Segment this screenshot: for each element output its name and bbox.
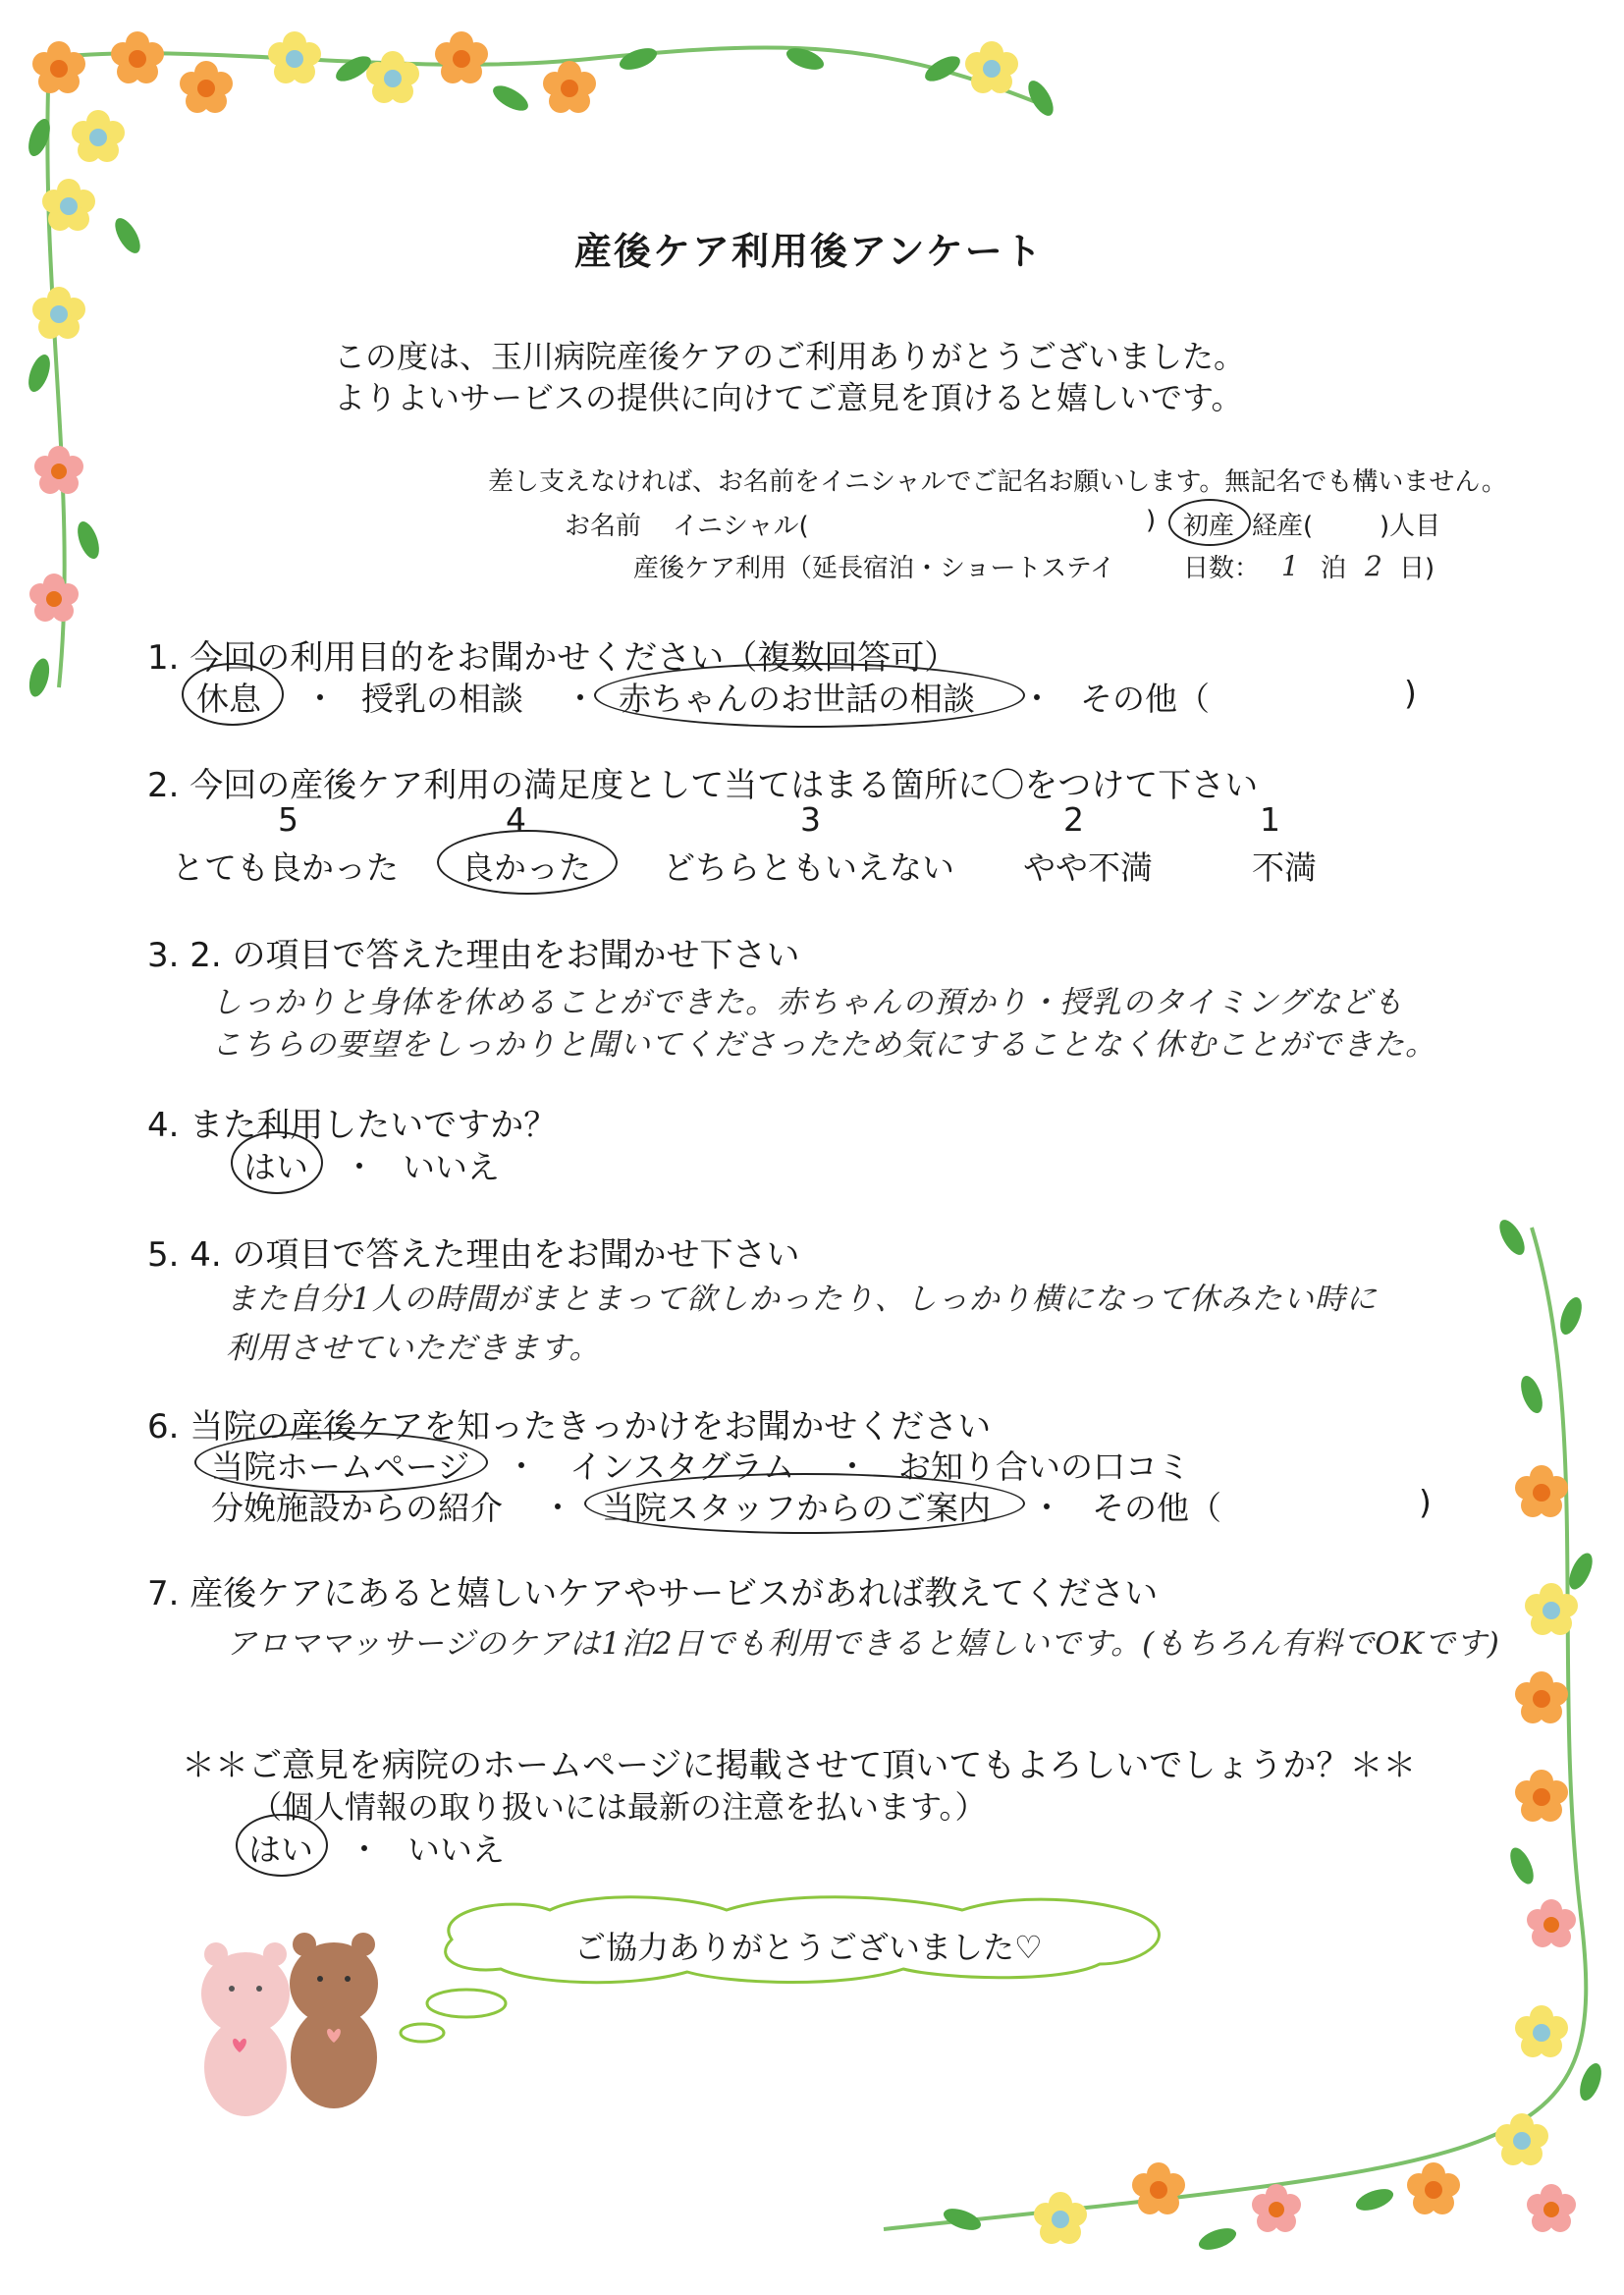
separator-dot: ・ [506,1448,538,1485]
name-label: お名前 [565,512,642,541]
q2-option-dissatisfied[interactable]: 不満 [1252,848,1317,887]
question-6: 6. 当院の産後ケアを知ったきっかけをお聞かせください [147,1407,992,1447]
q6-option-instagram[interactable]: インスタグラム [569,1448,795,1486]
question-2: 2. 今回の産後ケア利用の満足度として当てはまる箇所に〇をつけて下さい [147,766,1259,805]
brown-bear [290,1933,378,2108]
q7-answer: アロママッサージのケアは1泊2日でも利用できると嬉しいです。(もちろん有料でOKです) [226,1626,1500,1662]
question-7: 7. 産後ケアにあると嬉しいケアやサービスがあれば教えてください [147,1574,1159,1613]
q2-scale-3-num: 3 [800,800,821,839]
name-request-note: 差し支えなければ、お名前をイニシャルでご記名お願いします。無記名でも構いません。 [488,467,1507,497]
days-value: 2 [1365,550,1382,582]
q2-option-somewhat-dissatisfied[interactable]: やや不満 [1023,848,1153,887]
q2-option-good[interactable]: 良かった [461,848,591,887]
separator-dot: ・ [304,680,337,717]
q6-staff-guidance-circle-mark [584,1473,1025,1534]
q2-scale-5-num: 5 [278,800,298,839]
q6-option-homepage[interactable]: 当院ホームページ [211,1448,470,1486]
separator-dot: ・ [1031,1489,1063,1526]
multi-birth-option[interactable]: 経産( [1252,512,1314,541]
initial-close: ) [1146,506,1157,535]
publish-option-yes[interactable]: はい [248,1831,313,1869]
separator-dot: ・ [837,1448,869,1485]
separator-dot: ・ [565,680,597,717]
separator-dot: ・ [542,1489,574,1526]
days-label: 日数： [1183,554,1261,583]
q2-scale-1-num: 1 [1260,800,1280,839]
q2-option-neutral[interactable]: どちらともいえない [663,848,954,887]
privacy-note: （個人情報の取り扱いには最新の注意を払います。） [250,1788,987,1826]
q2-scale-4-num: 4 [506,800,526,839]
intro-line-1: この度は、玉川病院産後ケアのご利用ありがとうございました。 [334,338,1246,375]
q4-option-yes[interactable]: はい [244,1148,308,1186]
q1-option-rest[interactable]: 休息 [196,680,261,718]
q1-baby-care-circle-mark [594,663,1025,728]
q5-answer-line-1: また自分1人の時間がまとまって欲しかったり、しっかり横になって休みたい時に [226,1282,1378,1317]
q6-option-staff-guidance[interactable]: 当院スタッフからのご案内 [602,1489,991,1527]
question-5: 5. 4. の項目で答えた理由をお聞かせ下さい [147,1235,800,1275]
publish-consent-question: ＊＊ご意見を病院のホームページに掲載させて頂いてもよろしいでしょうか？＊＊ [182,1746,1417,1785]
publish-yes-circle-mark [236,1814,328,1877]
publish-option-no[interactable]: いいえ [407,1831,505,1869]
separator-dot: ・ [344,1148,376,1185]
q2-scale-2-num: 2 [1063,800,1084,839]
intro-line-2: よりよいサービスの提供に向けてご意見を頂けると嬉しいです。 [334,379,1243,416]
q5-answer-line-2: 利用させていただきます。 [226,1331,601,1366]
nights-unit: 泊 [1321,554,1347,583]
days-unit: 日) [1399,554,1435,583]
question-4: 4. また利用したいですか？ [147,1106,558,1145]
q2-good-circle-mark [437,830,618,895]
q1-option-other[interactable]: その他（ [1080,680,1210,718]
q2-option-very-good[interactable]: とても良かった [172,848,399,887]
q1-rest-circle-mark [182,663,284,726]
q6-option-other[interactable]: その他（ [1092,1489,1221,1527]
separator-dot: ・ [1021,680,1054,717]
first-birth-circle-mark [1168,499,1251,546]
usage-label: 産後ケア利用（延長宿泊・ショートステイ [633,554,1115,583]
multi-birth-suffix: )人目 [1380,512,1441,541]
q1-option-baby-care[interactable]: 赤ちゃんのお世話の相談 [619,680,975,718]
q1-option-nursing[interactable]: 授乳の相談 [361,680,523,718]
thanks-message: ご協力ありがとうございました♡ [574,1929,1043,1966]
q1-other-close: ) [1404,674,1417,712]
q4-option-no[interactable]: いいえ [403,1148,500,1186]
q4-yes-circle-mark [231,1131,323,1194]
question-1: 1. 今回の利用目的をお聞かせください（複数回答可） [147,638,958,678]
separator-dot: ・ [349,1831,381,1868]
nights-value: 1 [1281,550,1299,582]
question-3: 3. 2. の項目で答えた理由をお聞かせ下さい [147,936,800,975]
q3-answer-line-2: こちらの要望をしっかりと聞いてくださったため気にすることなく休むことができた。 [211,1027,1436,1063]
q6-option-word-of-mouth[interactable]: お知り合いの口コミ [898,1448,1190,1486]
q6-option-facility-referral[interactable]: 分娩施設からの紹介 [211,1489,503,1527]
initial-label: イニシャル( [673,512,809,541]
survey-title: 産後ケア利用後アンケート [574,230,1044,273]
q3-answer-line-1: しっかりと身体を休めることができた。赤ちゃんの預かり・授乳のタイミングなども [211,985,1404,1020]
pink-bear [201,1942,290,2116]
q6-other-close: ) [1419,1483,1432,1521]
first-birth-option[interactable]: 初産 [1183,512,1235,541]
